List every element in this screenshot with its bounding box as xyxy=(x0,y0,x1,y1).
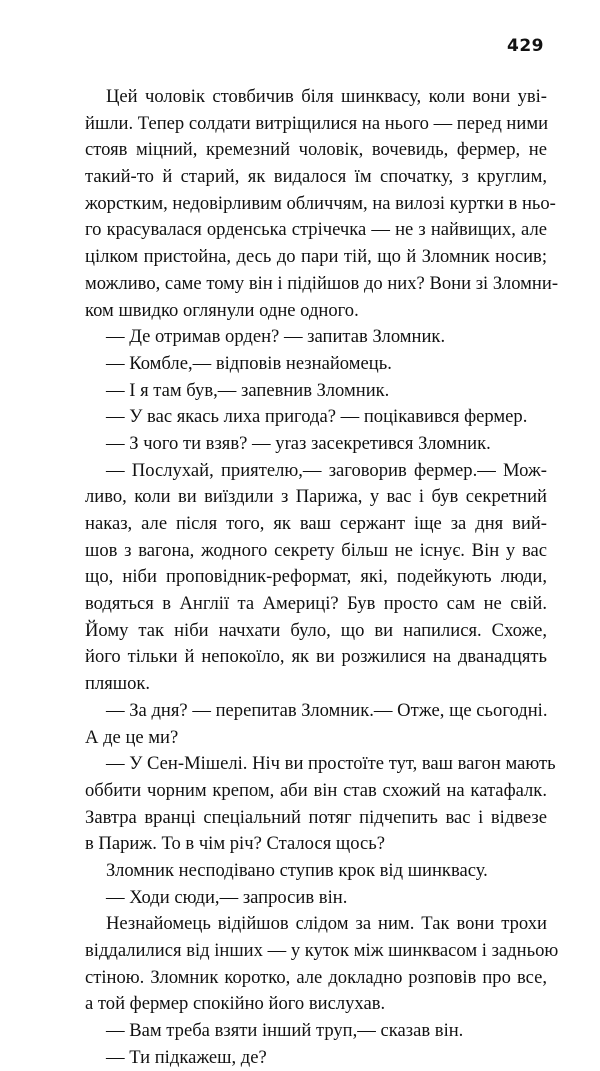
text-line: оббити чорним крепом, аби він став схожий на катафалк. xyxy=(85,779,547,801)
text-line: — Ти підкажеш, де? xyxy=(106,1046,267,1068)
text-line: Цей чоловік стовбичив біля шинквасу, коли вони уві- xyxy=(106,86,547,107)
text-line: пляшок. xyxy=(85,673,151,695)
text-line: шов з вагона, жодного секрету більш не існує. Він у вас xyxy=(85,539,547,561)
text-line: наказ, але після того, як ваш сержант іще за дня вий- xyxy=(85,513,547,534)
text-line: — За дня? — перепитав Зломник.— Отже, ще сьогодні. xyxy=(106,699,548,721)
text-line: А де це ми? xyxy=(85,726,179,748)
text-line: Йому так ніби начхати було, що ви напилися. Схоже, xyxy=(85,619,547,641)
text-line: в Париж. То в чім річ? Сталося щось? xyxy=(85,833,385,855)
text-line: го красувалася орденська стрічечка — не з найвищих, але xyxy=(85,219,547,241)
text-line: — Послухай, приятелю,— заговорив фермер.— Мож- xyxy=(106,459,547,481)
text-line: — У Сен-Мішелі. Ніч ви простоїте тут, ваш вагон мають xyxy=(106,753,556,775)
text-line: його тільки й непокоїло, як ви розжилися на дванадцять xyxy=(85,646,547,668)
text-line: Зломник несподівано ступив крок від шинквасу. xyxy=(106,859,488,881)
text-line: йшли. Тепер солдати витріщилися на нього — перед ними xyxy=(85,112,549,134)
text-line: стояв міцний, кремезний чоловік, вочевидь, фермер, не xyxy=(85,139,547,161)
text-line: Завтра вранці спеціальний потяг підчепить вас і відвезе xyxy=(85,806,547,828)
text-line: водяться в Англії та Америці? Був просто сам не свій. xyxy=(85,593,547,615)
text-line: що, ніби проповідник-реформат, які, подейкують люди, xyxy=(85,566,547,588)
text-line: — Вам треба взяти інший труп,— сказав він. xyxy=(106,1020,464,1042)
body-text xyxy=(85,84,559,1071)
text-line: Незнайомець відійшов слідом за ним. Так вони трохи xyxy=(106,913,547,935)
text-line: — Де отримав орден? — запитав Зломник. xyxy=(106,326,446,348)
text-line: ливо, коли ви виїздили з Парижа, у вас і був секретний xyxy=(85,486,547,508)
text-line: а той фермер спокійно його вислухав. xyxy=(85,993,386,1015)
text-line: — І я там був,— запевнив Зломник. xyxy=(106,379,390,401)
text-line: цілком пристойна, десь до пари тій, що й Зломник носив; xyxy=(85,246,547,268)
text-line: — Ходи сюди,— запросив він. xyxy=(106,886,348,908)
text-line: віддалилися від інших — у куток між шинквасом і задньою xyxy=(85,940,559,961)
text-line: — Комбле,— відповів незнайомець. xyxy=(106,352,392,374)
text-line: такий-то й старий, як видалося їм спочатку, з круглим, xyxy=(85,166,547,188)
text-line: — З чого ти взяв? — уraз засекретився Зломник. xyxy=(106,432,491,454)
text-line: стіною. Зломник коротко, але докладно розповів про все, xyxy=(85,966,547,988)
page-number: 429 xyxy=(507,36,544,56)
text-line: жорстким, недовірливим обличчям, на вилозі куртки в ньо- xyxy=(85,192,556,214)
text-line: ком швидко оглянули одне одного. xyxy=(85,299,359,321)
text-line: можливо, саме тому він і підійшов до них? Вони зі Зломни- xyxy=(85,272,559,294)
text-line: — У вас якась лиха пригода? — поцікавився фермер. xyxy=(106,406,528,428)
